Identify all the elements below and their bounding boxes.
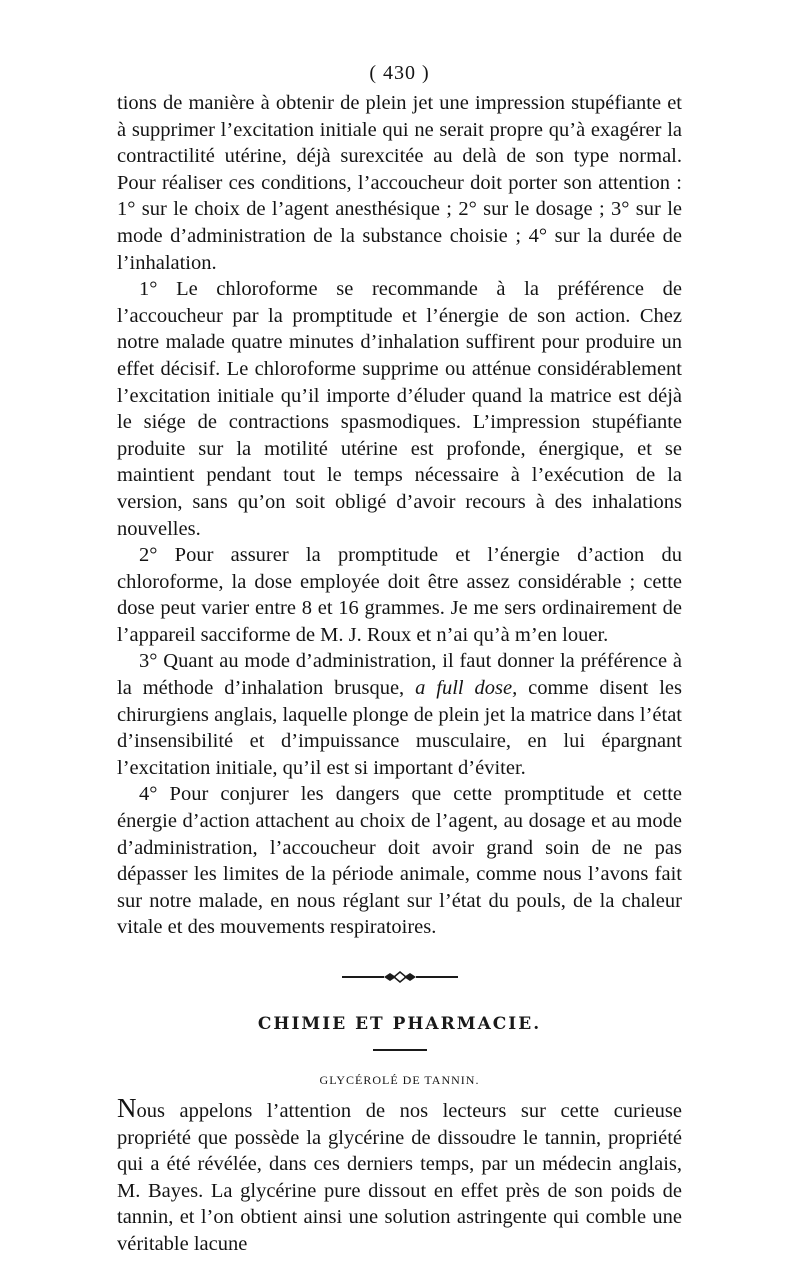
paragraph-dangers: 4° Pour conjurer les dangers que cette promptitude et cette énergie d’action attachent au choix de l’agent, au dosage et au mode d’administration, l’accoucheur doit avoir grand soin de ne pas dépasser les limites de la période animale, comme nous l’avons fait sur notre malade, en nous réglant sur l’état du pouls, de la chaleur vitale et des mouvements respiratoires. — [117, 783, 682, 939]
subsection-title: GLYCÉROLÉ DE TANNIN. — [319, 1073, 480, 1087]
section-body-text: ous appelons l’attention de nos lecteurs sur cette curieuse propriété que possède la glycérine de dissoudre le tannin, propriété qui a été révélée, dans ces derniers temps, par un médecin anglais, M. Bayes. La glycérine pure dissout en effet près de son poids de tannin, et l’on obtient ainsi une solution astringente qui comble une véritable lacune — [117, 1100, 682, 1255]
paragraph-dosage: 2° Pour assurer la promptitude et l’énergie d’action du chloroforme, la dose employée doit être assez considérable ; cette dose peut varier entre 8 et 16 grammes. Je me sers ordinairement de l’appareil sacciforme de M. J. Roux et n’ai qu’à m’en louer. — [117, 544, 682, 646]
page-number: ( 430 ) — [369, 62, 430, 84]
italic-phrase: a full dose, — [415, 677, 518, 700]
paragraph-administration-start: 3° Quant au mode d’administration, il faut donner la préférence à la méthode d’inhalation brusque, — [117, 650, 682, 700]
section-title: CHIMIE ET PHARMACIE. — [257, 1014, 542, 1034]
drop-letter: N — [117, 1093, 137, 1123]
paragraph-continuation: tions de manière à obtenir de plein jet une impression stupéfiante et à supprimer l’excitation initiale qui ne serait propre qu’à exagérer la contractilité utérine, déjà surexcitée au delà de son type normal. Pour réaliser ces conditions, l’accoucheur doit porter son attention : 1° sur le choix de l’agent anesthésique ; 2° sur le dosage ; 3° sur le mode d’administration de la substance choisie ; 4° sur la durée de l’inhalation. — [117, 92, 682, 274]
paragraph-administration-end: comme disent les chirurgiens anglais, laquelle plonge de plein jet la matrice dans l’état d’insensibilité et d’impuissance musculaire, en lui épargnant l’excitation initiale, qu’il est si important d’éviter. — [117, 677, 682, 779]
section-ornament — [117, 969, 682, 985]
page — [117, 58, 682, 1258]
section-body — [117, 1093, 682, 1258]
paragraph-chloroform: 1° Le chloroforme se recommande à la préférence de l’accoucheur par la promptitude et l’énergie de son action. Chez notre malade quatre minutes d’inhalation suffirent pour produire un effet décisif. Le chloroforme supprime ou atténue considérablement l’excitation initiale qu’il importe d’éluder quand la matrice est déjà le siége de contractions spasmodiques. L’impression stupéfiante produite sur la motilité utérine est profonde, énergique, et se maintient pendant tout le temps nécessaire à l’exécution de la version, sans qu’on soit obligé d’avoir recours à des inhalations nouvelles. — [117, 278, 682, 540]
ornament-divider-icon — [340, 971, 460, 983]
title-rule — [373, 1049, 427, 1051]
paragraph-administration — [117, 648, 682, 781]
